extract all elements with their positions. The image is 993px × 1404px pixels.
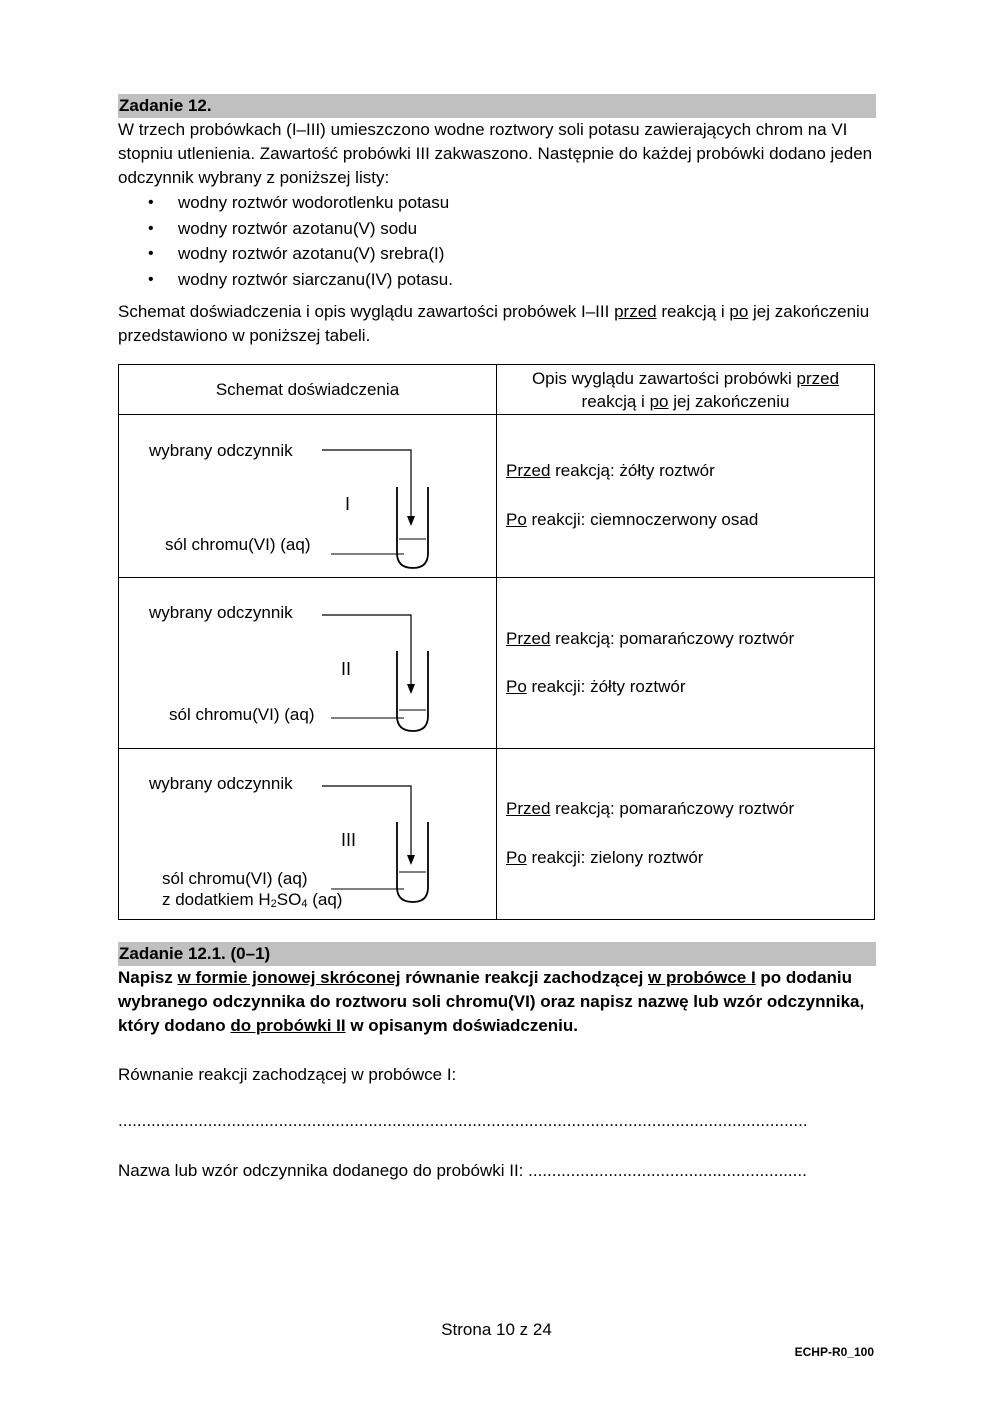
task-header: Zadanie 12. [118,94,876,118]
header-part: Opis wyglądu zawartości probówki [531,368,797,388]
scheme-tube-2 [119,578,496,748]
question-part: po dodaniu wybranego odczynnika do roztworu soli chromu(VI) oraz napisz nazwę lub wzór odczynnika, który dodano [118,968,865,1035]
acid-part: SO [276,890,302,909]
after-description [506,508,758,532]
schema-text [118,300,876,348]
after-text: reakcji: zielony roztwór [526,848,704,867]
list-item: • wodny roztwór azotanu(V) srebra(I) [118,241,876,267]
page-content [118,94,876,1183]
header-po: po [649,391,669,411]
list-item: • wodny roztwór siarczanu(IV) potasu. [118,267,876,293]
list-item: • wodny roztwór wodorotlenku potasu [118,190,876,216]
scheme-cell [119,749,497,920]
before-text: reakcją: żółty roztwór [550,461,715,480]
experiment-table [118,364,875,920]
salt-label: sól chromu(VI) (aq) [169,705,315,724]
description-cell [497,415,875,578]
before-description [506,459,715,483]
schema-text-po: po [729,302,749,321]
salt-label: sól chromu(VI) (aq) [162,869,308,888]
exam-code: ECHP-R0_100 [794,1345,874,1359]
task-intro: W trzech probówkach (I–III) umieszczono wodne roztwory soli potasu zawierających chrom na VI stopniu utlenienia. Zawartość probówki III zakwaszono. Następnie do każdej probówki dodano jeden odczynnik wybrany z poniższej listy: [118,120,873,187]
before-word: Przed [506,461,551,480]
subtask-header: Zadanie 12.1. (0–1) [118,942,876,966]
after-description [506,846,703,870]
tube-number: I [345,494,351,514]
after-word: Po [506,677,527,696]
schema-text-part: jej zakończeniu przedstawiono w poniższej tabeli. [118,302,870,345]
subtask-question [118,966,876,1038]
reagent-label: wybrany odczynnik [149,774,293,793]
header-part: jej zakończeniu [668,391,790,411]
after-text: reakcji: ciemnoczerwony osad [526,510,759,529]
table-row [119,578,875,749]
tube-number: III [341,830,357,850]
scheme-tube-1 [119,415,496,577]
question-emphasis: do probówki II [230,1016,346,1035]
schema-text-part: Schemat doświadczenia i opis wyglądu zawartości probówek I–III [118,302,615,321]
reagent-name-line [118,1159,876,1183]
reagent-list [118,190,876,292]
question-emphasis: w formie jonowej skróconej [177,968,401,987]
salt-label-acid [162,889,342,910]
before-text: reakcją: pomarańczowy roztwór [550,799,795,818]
acid-part: z dodatkiem H [162,890,271,909]
reagent-label: wybrany odczynnik [149,603,293,622]
description-cell [497,749,875,920]
before-description [506,797,794,821]
list-item: • wodny roztwór azotanu(V) sodu [118,216,876,242]
tube-number: II [341,659,352,679]
reagent-label: wybrany odczynnik [149,441,293,460]
after-text: reakcji: żółty roztwór [526,677,686,696]
reagent-name-label: Nazwa lub wzór odczynnika dodanego do probówki II: [118,1161,529,1180]
header-przed: przed [796,368,840,388]
description-cell [497,578,875,749]
scheme-cell [119,415,497,578]
question-part: równanie reakcji zachodzącej [400,968,649,987]
schema-text-przed: przed [614,302,657,321]
header-part: reakcją i [581,391,650,411]
question-emphasis: w probówce I [648,968,756,987]
scheme-tube-3 [119,749,496,919]
acid-part: (aq) [307,890,343,909]
after-word: Po [506,510,527,529]
question-part: w opisanym doświadczeniu. [345,1016,579,1035]
scheme-cell [119,578,497,749]
salt-label: sól chromu(VI) (aq) [165,535,311,554]
page-number: Strona 10 z 24 [441,1320,552,1339]
before-text: reakcją: pomarańczowy roztwór [550,629,795,648]
before-word: Przed [506,799,551,818]
before-description [506,627,794,651]
acid-subscript: 2 [270,898,277,910]
acid-subscript: 4 [301,898,308,910]
question-part: Napisz [118,968,178,987]
table-row [119,415,875,578]
table-header-description [497,365,875,415]
table-header-scheme: Schemat doświadczenia [119,365,497,415]
table-row [119,749,875,920]
before-word: Przed [506,629,551,648]
equation-label: Równanie reakcji zachodzącej w probówce I: [118,1065,457,1084]
after-description [506,675,686,699]
reagent-name-answer-field[interactable]: ........................................................... [528,1161,807,1180]
after-word: Po [506,848,527,867]
equation-answer-field[interactable]: .................................................................................................................................................. [118,1111,808,1130]
schema-text-part: reakcją i [656,302,730,321]
